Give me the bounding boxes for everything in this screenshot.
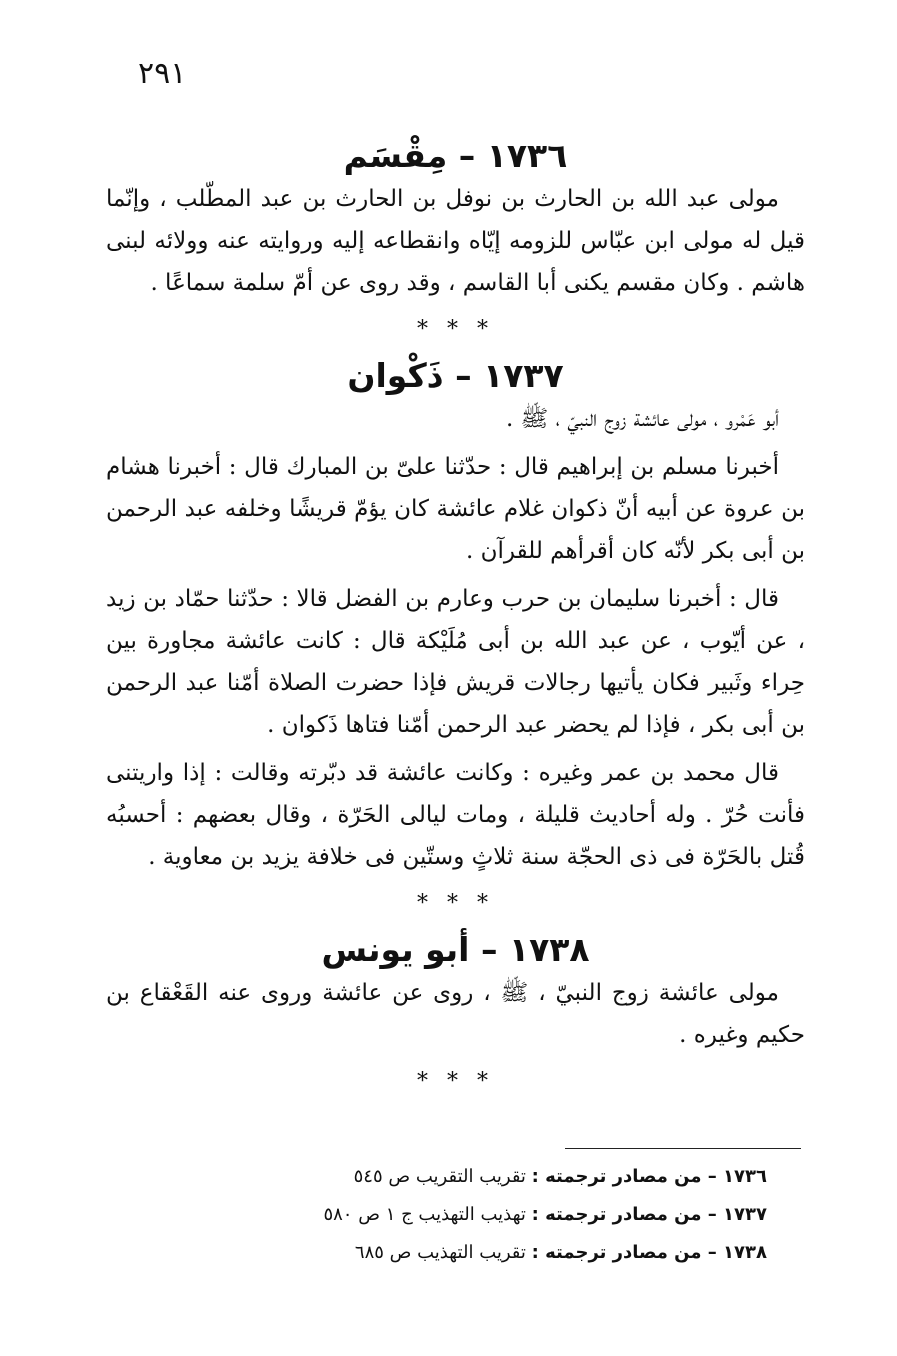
footnote-text: تهذيب التهذيب ج ١ ص ٥٨٠: [323, 1204, 526, 1225]
entry-title: ١٧٣٨ – أبو يونس: [321, 930, 590, 969]
entry-title: ١٧٣٧ – ذَكْوان: [347, 356, 564, 395]
footnote: [200, 1158, 767, 1196]
footnote-text: تقريب التهذيب ص ٦٨٥: [354, 1242, 526, 1263]
main-text: [106, 134, 805, 1106]
section-separator: * * *: [417, 317, 494, 342]
entry-paragraph: أخبرنا مسلم بن إبراهيم قال : حدّثنا علىّ بن المبارك قال : أخبرنا هشام بن عروة عن أبيه أنّ ذكوان غلام عائشة كان يؤمّ قريشًا وخلفه عبد الرحمن بن أبى بكر لأنّه كان أقرأهم للقرآن .: [106, 454, 805, 564]
section-separator: * * *: [417, 891, 494, 916]
footnote-head: ١٧٣٦ – من مصادر ترجمته :: [531, 1166, 767, 1187]
entry-1738: [106, 928, 805, 1096]
footnote: [200, 1234, 767, 1272]
entry-paragraph: مولى عائشة زوج النبيّ ، ﷺ ، روى عن عائشة وروى عنه القَعْقاع بن حكيم وغيره .: [106, 980, 805, 1048]
entry-paragraph: مولى عبد الله بن الحارث بن نوفل بن الحارث بن عبد المطّلب ، وإنّما قيل له مولى ابن عبّاس للزومه إيّاه وانقطاعه إليه وروايته عنه وولائه لبنى هاشم . وكان مقسم يكنى أبا القاسم ، وقد روى عن أمّ سلمة سماعًا .: [106, 186, 805, 296]
footnote-divider: [565, 1148, 801, 1149]
footnote-head: ١٧٣٧ – من مصادر ترجمته :: [531, 1204, 767, 1225]
entry-1736: [106, 134, 805, 344]
footnote-head: ١٧٣٨ – من مصادر ترجمته :: [531, 1242, 767, 1263]
entry-paragraph: أبو عَمْرو ، مولى عائشة زوج النبيّ ، ﷺ .: [505, 406, 779, 432]
entry-title: ١٧٣٦ – مِقْسَم: [343, 136, 568, 175]
section-separator: * * *: [417, 1069, 494, 1094]
entry-1737: [106, 354, 805, 918]
entry-paragraph: قال محمد بن عمر وغيره : وكانت عائشة قد دبّرته وقالت : إذا واريتنى فأنت حُرّ . وله أحاديث قليلة ، ومات ليالى الحَرّة ، وقال بعضهم : أحسبُه قُتل بالحَرّة فى ذى الحجّة سنة ثلاثٍ وستّين فى خلافة يزيد بن معاوية .: [106, 760, 805, 870]
footnotes: [200, 1158, 767, 1272]
footnote: [200, 1196, 767, 1234]
entry-paragraph: قال : أخبرنا سليمان بن حرب وعارم بن الفضل قالا : حدّثنا حمّاد بن زيد ، عن أيّوب ، عن عبد الله بن أبى مُلَيْكة قال : كانت عائشة مجاورة بين حِراء وثَبير فكان يأتيها رجالات قريش فإذا حضرت الصلاة أمّنا عبد الرحمن بن أبى بكر ، فإذا لم يحضر عبد الرحمن أمّنا فتاها ذَكوان .: [106, 586, 805, 738]
page-number: ٢٩١: [138, 56, 187, 91]
footnote-text: تقريب التقريب ص ٥٤٥: [353, 1166, 526, 1187]
